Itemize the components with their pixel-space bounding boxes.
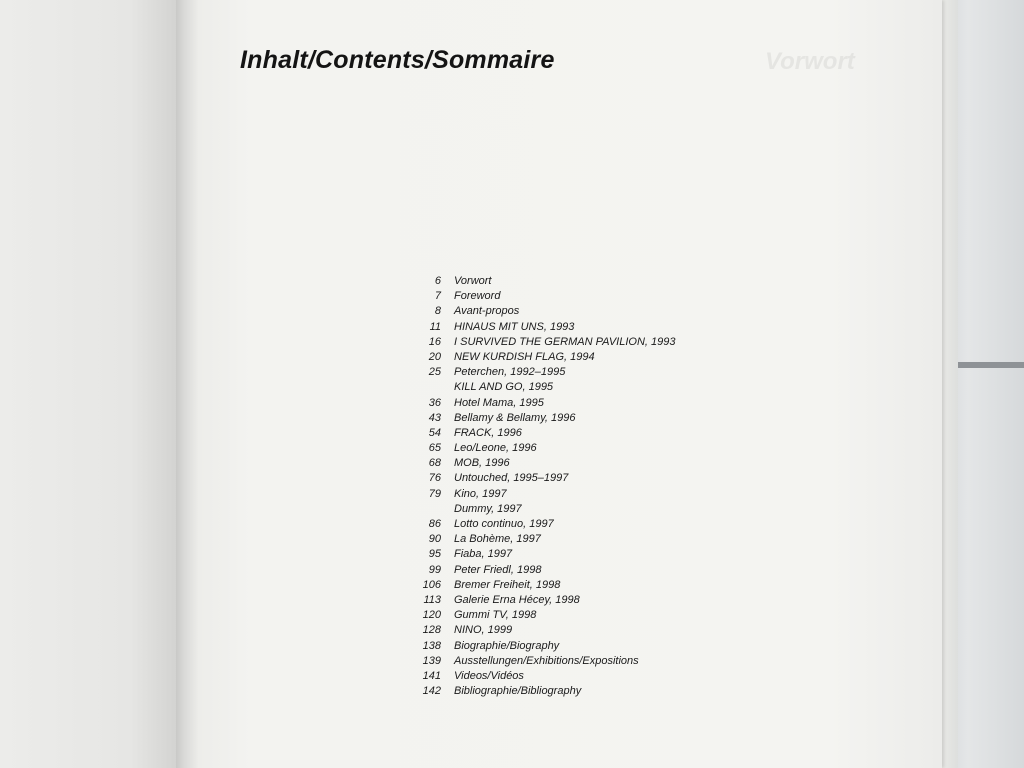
toc-page-number: 7 [434, 290, 441, 303]
toc-entry [380, 304, 676, 319]
page-title: Inhalt/Contents/Sommaire [240, 46, 555, 74]
toc-entry [380, 487, 676, 502]
toc-entry-title: Foreword [454, 290, 501, 303]
toc-entry-title: KILL AND GO, 1995 [454, 381, 554, 394]
toc-entry-title: MOB, 1996 [454, 457, 510, 470]
toc-entry-title: Ausstellungen/Exhibitions/Expositions [454, 654, 639, 667]
table-of-contents [380, 274, 676, 699]
toc-page-number: 25 [428, 366, 441, 379]
toc-page-number: 95 [428, 548, 441, 561]
toc-page-number: 76 [428, 472, 441, 485]
toc-entry-title: Bremer Freiheit, 1998 [454, 578, 561, 591]
toc-entry [380, 639, 676, 654]
toc-entry-title: Bibliographie/Bibliography [454, 685, 582, 698]
toc-entry [380, 456, 676, 471]
toc-entry [380, 578, 676, 593]
toc-entry [380, 274, 676, 289]
toc-page-number: 90 [428, 533, 441, 546]
toc-entry [380, 547, 676, 562]
toc-page-number [380, 502, 454, 517]
toc-entry-title: FRACK, 1996 [454, 426, 522, 439]
toc-entry-title: Dummy, 1997 [454, 502, 522, 515]
toc-entry-title: Bellamy & Bellamy, 1996 [454, 411, 576, 424]
toc-entry [380, 532, 676, 547]
toc-page-number: 54 [428, 426, 441, 439]
toc-entry-title: NINO, 1999 [454, 624, 513, 637]
toc-entry-title: Biographie/Biography [454, 639, 560, 652]
toc-entry [380, 563, 676, 578]
toc-entry-title: Vorwort [454, 275, 492, 287]
toc-entry-title: Peter Friedl, 1998 [454, 563, 542, 576]
toc-page-number: 43 [428, 411, 441, 424]
toc-page-number: 106 [422, 578, 441, 591]
toc-page-number: 6 [434, 275, 441, 287]
toc-entry [380, 608, 676, 623]
toc-page-number: 128 [422, 624, 441, 637]
toc-entry-title: Kino, 1997 [454, 487, 507, 500]
toc-entry [380, 684, 676, 699]
toc-entry-title: La Bohème, 1997 [454, 533, 541, 546]
toc-page-number: 36 [428, 396, 441, 409]
toc-entry [380, 350, 676, 365]
toc-entry-title: Galerie Erna Hécey, 1998 [454, 593, 580, 606]
toc-page-number [380, 380, 454, 395]
toc-page-number: 142 [422, 685, 441, 698]
toc-page-number: 139 [422, 654, 441, 667]
toc-entry [380, 365, 676, 380]
toc-entry [380, 411, 676, 426]
toc-page-number: 16 [428, 335, 441, 348]
toc-page-number: 8 [434, 305, 441, 318]
show-through-heading: Vorwort [765, 48, 855, 75]
toc-page-number: 141 [422, 669, 441, 682]
toc-entry [380, 426, 676, 441]
toc-entry [380, 396, 676, 411]
toc-entry-title: Leo/Leone, 1996 [454, 442, 537, 455]
toc-page-number: 20 [428, 350, 441, 363]
toc-page-number: 99 [428, 563, 441, 576]
toc-page-number: 113 [423, 593, 441, 606]
toc-entry [380, 502, 676, 517]
toc-entry-title: Peterchen, 1992–1995 [454, 366, 566, 379]
toc-entry [380, 441, 676, 456]
toc-page-number: 138 [422, 639, 441, 652]
toc-entry-title: Avant-propos [454, 305, 520, 318]
toc-entry [380, 320, 676, 335]
toc-entry-title: NEW KURDISH FLAG, 1994 [454, 350, 595, 363]
toc-entry-title: HINAUS MIT UNS, 1993 [454, 320, 575, 333]
toc-entry [380, 471, 676, 486]
toc-page-number: 65 [428, 442, 441, 455]
toc-page-number: 11 [429, 320, 441, 333]
toc-page-number: 86 [428, 518, 441, 530]
toc-entry-title: I SURVIVED THE GERMAN PAVILION, 1993 [454, 335, 676, 348]
left-page [0, 0, 186, 768]
toc-entry [380, 593, 676, 608]
toc-entry-title: Untouched, 1995–1997 [454, 472, 569, 485]
toc-entry-title: Gummi TV, 1998 [454, 609, 537, 622]
toc-page-number: 120 [422, 609, 441, 622]
toc-page-number: 79 [428, 487, 441, 500]
toc-entry-title: Videos/Vidéos [454, 669, 524, 682]
toc-entry [380, 623, 676, 638]
page-edge [942, 0, 958, 768]
toc-entry [380, 380, 676, 395]
toc-entry [380, 654, 676, 669]
toc-page-number: 68 [428, 457, 441, 470]
toc-entry-title: Fiaba, 1997 [454, 548, 513, 561]
toc-entry [380, 517, 676, 532]
toc-entry [380, 335, 676, 350]
toc-entry [380, 669, 676, 684]
toc-entry [380, 289, 676, 304]
toc-entry-title: Lotto continuo, 1997 [454, 518, 554, 530]
toc-entry-title: Hotel Mama, 1995 [454, 396, 544, 409]
book-gutter [176, 0, 198, 768]
